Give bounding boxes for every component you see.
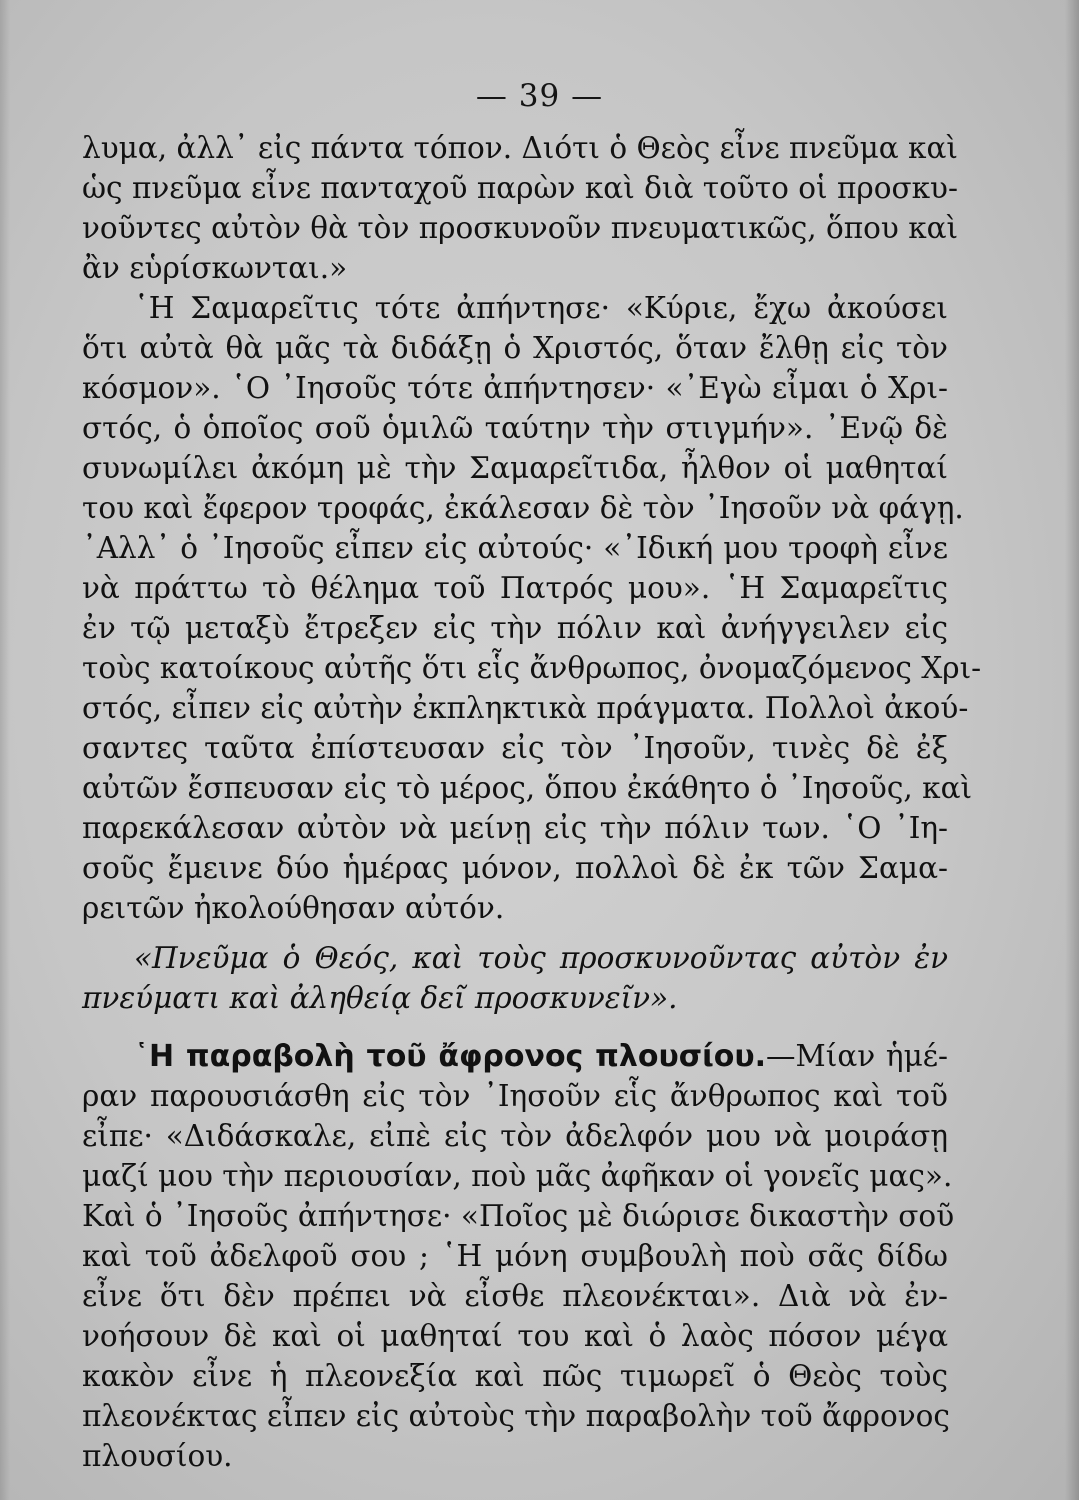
text-line: εἶπε· «Διδάσκαλε, εἰπὲ εἰς τὸν ἀδελφόν μου νὰ μοιράσῃ bbox=[82, 1119, 948, 1153]
quote-line: πνεύματι καὶ ἀληθείᾳ δεῖ προσκυνεῖν». bbox=[82, 981, 678, 1015]
text-line: κακὸν εἶνε ἡ πλεονεξία καὶ πῶς τιμωρεῖ ὁ Θεὸς τοὺς bbox=[82, 1359, 948, 1393]
text-line: τοὺς κατοίκους αὐτῆς ὅτι εἷς ἄνθρωπος, ὀνομαζόμενος Χρι- bbox=[82, 651, 982, 685]
page-edge-shadow-right bbox=[1065, 0, 1079, 1500]
text-line: νοῦντες αὐτὸν θὰ τὸν προσκυνοῦν πνευματικῶς, ὅπου καὶ bbox=[82, 211, 959, 245]
text-line: ὡς πνεῦμα εἶνε πανταχοῦ παρὼν καὶ διὰ τοῦτο οἱ προσκυ- bbox=[82, 171, 958, 205]
page-edge-shadow-left bbox=[0, 0, 10, 1500]
text-line: κόσμον». ῾Ο ᾿Ιησοῦς τότε ἀπήντησεν· «᾿Εγὼ εἶμαι ὁ Χρι- bbox=[82, 371, 948, 405]
page-number: — 39 — bbox=[475, 78, 604, 114]
text-line: λυμα, ἀλλ᾽ εἰς πάντα τόπον. Διότι ὁ Θεὸς εἶνε πνεῦμα καὶ bbox=[82, 131, 958, 165]
text-line: ῾Η Σαμαρεῖτις τότε ἀπήντησε· «Κύριε, ἔχω ἀκούσει bbox=[134, 291, 948, 325]
section-heading-line bbox=[134, 1036, 948, 1076]
heading-continuation: —Μίαν ἡμέ- bbox=[766, 1039, 948, 1073]
quote-line: «Πνεῦμα ὁ Θεός, καὶ τοὺς προσκυνοῦντας αὐτὸν ἐν bbox=[134, 941, 948, 975]
text-line: ὅτι αὐτὰ θὰ μᾶς τὰ διδάξῃ ὁ Χριστός, ὅταν ἔλθῃ εἰς τὸν bbox=[82, 331, 948, 365]
text-line: αὐτῶν ἔσπευσαν εἰς τὸ μέρος, ὅπου ἐκάθητο ὁ ᾿Ιησοῦς, καὶ bbox=[82, 771, 973, 805]
text-line: ἐν τῷ μεταξὺ ἔτρεξεν εἰς τὴν πόλιν καὶ ἀνήγγειλεν εἰς bbox=[82, 611, 948, 645]
text-line: Καὶ ὁ ᾿Ιησοῦς ἀπήντησε· «Ποῖος μὲ διώρισε δικαστὴν σοῦ bbox=[82, 1199, 955, 1233]
text-line: ραν παρουσιάσθη εἰς τὸν ᾿Ιησοῦν εἷς ἄνθρωπος καὶ τοῦ bbox=[82, 1079, 948, 1113]
text-line: σαντες ταῦτα ἐπίστευσαν εἰς τὸν ᾿Ιησοῦν, τινὲς δὲ ἐξ bbox=[82, 731, 948, 765]
text-line: νοήσουν δὲ καὶ οἱ μαθηταί του καὶ ὁ λαὸς πόσον μέγα bbox=[82, 1319, 948, 1353]
text-line: μαζί μου τὴν περιουσίαν, ποὺ μᾶς ἀφῆκαν οἱ γονεῖς μας». bbox=[82, 1159, 953, 1193]
text-line: παρεκάλεσαν αὐτὸν νὰ μείνῃ εἰς τὴν πόλιν των. ῾Ο ᾿Ιη- bbox=[82, 811, 948, 845]
text-line: του καὶ ἔφερον τροφάς, ἐκάλεσαν δὲ τὸν ᾿Ιησοῦν νὰ φάγῃ. bbox=[82, 491, 964, 525]
text-line: πλεονέκτας εἶπεν εἰς αὐτοὺς τὴν παραβολὴν τοῦ ἄφρονος bbox=[82, 1399, 950, 1433]
text-line: στός, ὁ ὁποῖος σοῦ ὁμιλῶ ταύτην τὴν στιγμήν». ᾿Ενῷ δὲ bbox=[82, 411, 948, 445]
text-line: ᾿Αλλ᾽ ὁ ᾿Ιησοῦς εἶπεν εἰς αὐτούς· «᾿Ιδική μου τροφὴ εἶνε bbox=[82, 531, 948, 565]
text-line: εἶνε ὅτι δὲν πρέπει νὰ εἶσθε πλεονέκται». Διὰ νὰ ἐν- bbox=[82, 1279, 948, 1313]
text-line: ἂν εὑρίσκωνται.» bbox=[82, 251, 348, 285]
text-line: καὶ τοῦ ἀδελφοῦ σου ; ῾Η μόνη συμβουλὴ ποὺ σᾶς δίδω bbox=[82, 1239, 948, 1273]
text-line: στός, εἶπεν εἰς αὐτὴν ἐκπληκτικὰ πράγματα. Πολλοὶ ἀκού- bbox=[82, 691, 969, 725]
text-line: νὰ πράττω τὸ θέλημα τοῦ Πατρός μου». ῾Η Σαμαρεῖτις bbox=[82, 571, 948, 605]
text-line: σοῦς ἔμεινε δύο ἡμέρας μόνον, πολλοὶ δὲ ἐκ τῶν Σαμα- bbox=[82, 851, 948, 885]
text-line: πλουσίου. bbox=[82, 1439, 233, 1473]
section-heading: ῾Η παραβολὴ τοῦ ἄφρονος πλουσίου. bbox=[134, 1039, 767, 1074]
text-line: συνωμίλει ἀκόμη μὲ τὴν Σαμαρεῖτιδα, ἦλθον οἱ μαθηταί bbox=[82, 451, 948, 485]
text-line: ρειτῶν ἠκολούθησαν αὐτόν. bbox=[82, 891, 505, 925]
